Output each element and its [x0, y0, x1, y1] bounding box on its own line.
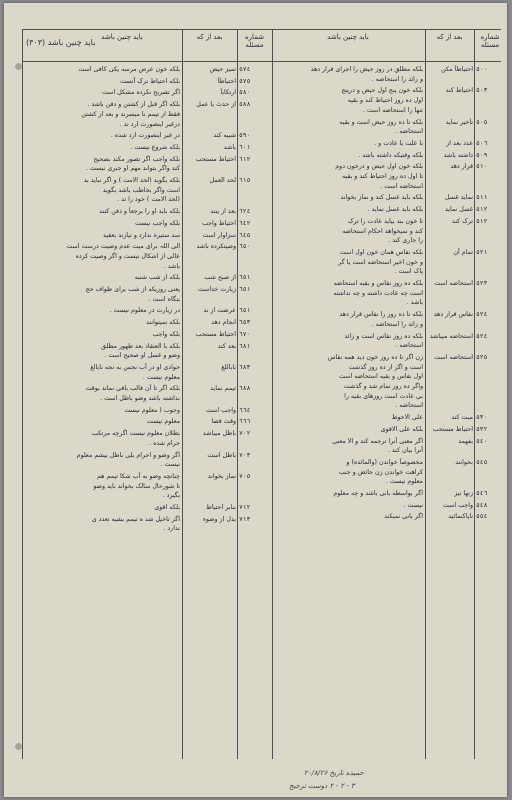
row-number: ٥٢١: [476, 248, 488, 256]
row-number: ٦٢٤: [239, 208, 251, 216]
row-correction: بلکه مطلق در روز حیض را اجرای قرار دهد و زائد را استحاضه .: [310, 66, 423, 83]
row-correction: مخصوصاً خواندن (والمائده) و کراهت خواندن زن حائض و جنب معلوم نیست .: [338, 458, 423, 486]
row-number: ٦١٢: [239, 155, 251, 163]
row-key-phrase: احتیاط مستحب: [195, 155, 236, 163]
row-correction: بلکه نفاس همان خون اول است و خون اخیر استحاضه است یا گر پاک است .: [338, 248, 423, 276]
row-number: ٧٠٥: [239, 472, 251, 480]
row-number: ٥٣٠: [476, 414, 488, 422]
row-correction: بلکه وقتیکه داشته باشد .: [358, 151, 423, 159]
row-number: ٥٠٩: [476, 151, 488, 159]
row-number: ٦٥٠: [239, 243, 251, 251]
row-number: ٥٤٠: [476, 437, 488, 445]
row-number: ٥٨٠: [239, 89, 251, 97]
row-number: ٥١٢: [476, 206, 488, 214]
row-key-phrase: بدل از وضوء: [202, 515, 236, 523]
row-number: ٦٨٨: [239, 385, 251, 393]
row-key-phrase: احتیاط کند: [445, 87, 473, 95]
row-number: ٥٣٢: [476, 425, 488, 433]
row-key-phrase: واجب است: [442, 501, 473, 509]
row-number: ٦٨٣: [239, 363, 251, 371]
row-number: ٥٠٣: [476, 87, 488, 95]
row-key-phrase: قرار دهد: [450, 163, 473, 171]
row-correction: با علت یا عادت و .: [374, 139, 423, 147]
row-correction: معلوم نیست: [146, 418, 180, 426]
row-correction: اگر معنی آنرا ترجمه کند و الا معنی آنرا بیان کند .: [332, 437, 423, 455]
row-number: ٦٥٣: [239, 319, 251, 327]
row-number: ٧٠٣: [239, 451, 251, 459]
left-header-text: باید چنین باشد: [101, 33, 143, 41]
row-number: ٥٤٨: [476, 501, 488, 509]
row-key-phrase: بعد کند: [217, 342, 236, 350]
row-key-phrase: ارتکاباً: [220, 89, 236, 97]
row-key-phrase: وصیتکرده باشد: [196, 243, 236, 251]
row-correction: بلکه تا ده روز را نفاس قرار دهد و زائد را استحاضه .: [339, 311, 423, 328]
row-correction: سد ستیره ندارد و نیازند بعقید: [103, 231, 180, 239]
row-number: ٥٤٥: [476, 458, 488, 466]
row-correction: بطلان معلوم نیست اگرچه مرتکب حرام شده .: [91, 430, 180, 447]
row-number: ٦٥١: [239, 274, 251, 282]
row-correction: بلکه خون پنج اول حیض و درپنج اول ده روز احتیاط کند و بقیه تنها را استحاضه است .: [341, 87, 423, 114]
row-key-phrase: شبیه کند: [213, 132, 236, 140]
row-number: ٥٢٤: [476, 311, 488, 319]
row-key-phrase: عدد بعد از: [446, 139, 473, 147]
row-correction: بلکه ده روز نفاس است و زائد استحاضه .: [344, 332, 423, 350]
row-key-phrase: احتیاطاً: [217, 77, 236, 85]
row-number: ٧٠٢: [239, 430, 251, 438]
row-correction: اگر وضو و احرام یلی باطل بیشم معلوم نیست .: [76, 451, 180, 469]
row-correction: در غیر اینصورت ارد شده .: [110, 132, 180, 140]
row-number: ٦٥١: [239, 307, 251, 315]
right-header-key: بعد از که: [436, 33, 463, 41]
row-key-phrase: تأخیر نماید: [445, 118, 473, 126]
row-number: ٥٥٤: [476, 513, 488, 521]
row-correction: نیست .: [403, 501, 423, 509]
table-top-rule: [22, 29, 501, 30]
row-key-phrase: باطل میباشد: [202, 430, 236, 438]
row-number: ٥١٢: [476, 217, 488, 225]
row-number: ٦٦٦: [239, 418, 251, 426]
row-number: ٥١٠: [476, 163, 488, 171]
row-key-phrase: از حدث یا عمل: [196, 101, 236, 109]
row-number: ٥١١: [476, 194, 488, 202]
row-number: ٦٠١: [239, 143, 251, 151]
row-correction: وجوب ( معلوم نیست: [124, 406, 180, 414]
header-rule: [22, 61, 501, 62]
row-key-phrase: لحد العمل: [209, 177, 236, 184]
row-number: ٥٠٠: [476, 66, 488, 73]
left-header-key: بعد از که: [196, 33, 223, 41]
row-correction: یعنی روزیکه از شب برای طواف حج بنگاه است .: [85, 286, 180, 303]
row-key-phrase: استحاضه میباشد: [429, 332, 473, 340]
punch-hole: [15, 743, 22, 750]
row-number: ٥٧٤: [239, 66, 251, 73]
row-key-phrase: ترک کند: [451, 217, 473, 225]
row-number: ٦٧٠: [239, 330, 251, 338]
row-key-phrase: احتیاط مستحب: [432, 425, 473, 433]
row-key-phrase: تمیز حیض: [209, 66, 236, 73]
column-rule: [237, 29, 238, 759]
row-key-phrase: زیارت خداست: [197, 286, 236, 293]
row-number: ٥٩٠: [239, 132, 251, 140]
row-key-phrase: بعد از ینند: [210, 208, 236, 216]
row-key-phrase: بنابر احتیاط: [206, 504, 236, 511]
row-number: ٥٠٥: [476, 118, 488, 126]
column-rule: [272, 29, 273, 759]
row-key-phrase: ناباللغ: [221, 363, 236, 371]
row-key-phrase: داشته باشد: [443, 151, 473, 159]
row-number: ٥٢٤: [476, 332, 488, 340]
row-correction: الی اللہ برای میت عدم وصیت درست است عالی از اشکال نیست و اگر وصیت کرده باشد .: [66, 243, 180, 270]
row-key-phrase: بفهمد: [458, 437, 473, 445]
row-number: ٦٦٤: [239, 406, 251, 414]
row-key-phrase: استحاضه است: [434, 280, 473, 287]
row-number: ٦٤٢: [239, 219, 251, 227]
row-correction: بلکه واجب: [152, 330, 180, 338]
right-header-text: باید چنین باشد: [327, 33, 369, 41]
right-header-number: شماره مسئله: [480, 33, 500, 49]
row-correction: تا خون بند بیاید عادت را ترک کند و نمیخواهد احکام استحاضه را جاری کند .: [342, 217, 423, 245]
row-correction: بلکه بگوید (لحد الامت ) و اگر نباید بد است واگر بخاطب باشد بگوید (لحد الامت ) خود را ند .: [83, 177, 180, 204]
row-number: ٦٤٥: [239, 231, 251, 239]
row-number: ٦٨١: [239, 342, 251, 350]
document-sheet: [4, 3, 507, 797]
row-correction: بلکه از شب شنبه: [134, 274, 180, 282]
row-correction: زن اگر تا ده روز خون دید همه نفاس است و اگر از ده روز گذشت اول نفاس و بقیه استحاضه است واگر ده روز تمام شد و گذشت بی عادت است روزهای بقیه را استحاضه .: [327, 353, 423, 410]
row-key-phrase: نفاس قرار دهد: [433, 311, 473, 319]
handwritten-note: حمیده تاریخ ۲۰/۸/۲۶: [304, 769, 364, 777]
row-key-phrase: میت کند: [451, 414, 473, 422]
row-number: ٧١٣: [239, 515, 251, 523]
row-correction: بلکه علی الاقوی: [380, 425, 423, 433]
row-key-phrase: واجب است: [205, 406, 236, 414]
row-correction: اگر بواسطه بانی باشد و چه معلوم: [333, 490, 423, 497]
column-rule: [474, 29, 475, 759]
row-correction: اگر بانی نمیکند: [384, 513, 423, 521]
row-key-phrase: نماز بخواند: [207, 472, 236, 480]
row-key-phrase: باشد: [223, 143, 236, 151]
row-key-phrase: احتیاط مستحب: [195, 330, 236, 338]
row-correction: بلکه نمیتوانند: [146, 319, 180, 327]
row-correction: حوادی او در آب نجس به نجه نابالغ معلوم نیست .: [90, 363, 180, 381]
row-number: ٦٥١: [239, 286, 251, 293]
row-correction: اگر تاخیل شد ه تیمم بشیه تعدد ی ندارد .: [91, 515, 180, 533]
page-label: (٣٠٣) باید چنین باشد: [26, 38, 96, 47]
row-key-phrase: تیمم نماید: [210, 385, 236, 393]
row-correction: بلکه باید غسل نماید .: [367, 206, 423, 214]
row-key-phrase: تمام آن: [453, 248, 473, 256]
row-correction: بلکه باید او را برجعاً و دفن کنند: [99, 208, 180, 216]
row-correction: علی الاحوط: [391, 414, 423, 422]
row-correction: بلکه شروع نیست .: [130, 143, 180, 151]
row-correction: اگر تصریح نکرده مشکل است: [102, 89, 180, 97]
row-key-phrase: استحاضه است: [434, 353, 473, 361]
row-correction: بلکه اگر قبل از کشتن و دفن باشد . فقط از تیمم نا میسرند و بعد از کشتن درغیر اینصورت ارد ند .: [81, 101, 180, 128]
row-correction: بلکه خون اول حیض و درخون دوم تا اول ده روز احتیاط کند و بقیه استحاضه است .: [335, 163, 423, 190]
row-key-phrase: از صبح شب: [204, 274, 236, 282]
row-number: ٥٠٦: [476, 139, 488, 147]
row-number: ٥٢٥: [476, 353, 488, 361]
left-header-number: شماره مسئله: [244, 33, 265, 49]
row-key-phrase: انجام دهد: [211, 319, 236, 327]
row-correction: بلکه واجب اگر تصور مکند بصحیح کند واگر بتواند مهم او جبری نیست .: [85, 155, 180, 173]
row-correction: بلکه ده روز نفاس و بقیه استحاضه است چه عادت داشته و چه نداشته باشد .: [333, 280, 423, 307]
row-correction: بلکه با العتقاد بعد طهور مطلق وضو و غسل او صحیح است .: [100, 342, 180, 360]
handwritten-note: ۳ - ۲ - ۲ دوست ترجیح: [289, 782, 355, 790]
row-correction: در زیارت در معلوم نیست .: [109, 307, 180, 315]
row-key-phrase: نماید غسل: [444, 194, 473, 202]
row-key-phrase: عرضت از ند: [203, 307, 236, 315]
row-correction: بلکه اقوی: [154, 504, 180, 511]
row-key-phrase: ناپاکنمائید: [448, 513, 473, 521]
row-number: ٦١٥: [239, 177, 251, 184]
row-correction: بلکه اگر تا آن قالب باقی نماند بوقت نداشته باشد وضو باطل است .: [85, 385, 180, 402]
row-key-phrase: غسل نماید: [444, 206, 473, 214]
row-number: ٥٤٦: [476, 490, 488, 497]
row-key-phrase: باطل است: [207, 451, 236, 459]
row-correction: بلکه احتیاط ترک آنست: [119, 77, 180, 85]
row-key-phrase: بخوانند: [455, 458, 473, 466]
row-number: ٥٢٣: [476, 280, 488, 287]
row-correction: بلکه باید غسل کند و نماز بخواند: [340, 194, 423, 202]
row-key-phrase: احتیاط واجب: [201, 219, 236, 227]
row-key-phrase: وقت قضا: [211, 418, 236, 426]
row-number: ٧١٢: [239, 504, 251, 511]
row-key-phrase: زنها نیز: [454, 490, 473, 497]
row-key-phrase: احتیاطاً مکن: [441, 66, 473, 73]
row-correction: بلکه واجب نیست: [134, 219, 180, 227]
row-correction: بلکه تا ده روز حیض است و بقیه استحاضه .: [339, 118, 423, 136]
row-correction: چنانچه وضو به آب شکا تیمم هم تا شورحال سالک بخواند باید وضو بگیرد .: [93, 472, 180, 500]
column-rule: [22, 29, 23, 759]
row-number: ٥٨٨: [239, 101, 251, 109]
row-number: ٥٧٥: [239, 77, 251, 85]
row-key-phrase: سزاوار است: [202, 231, 236, 239]
punch-hole: [15, 63, 22, 70]
row-correction: بلکه خون عرض مرسه یکی کافی است: [78, 66, 180, 73]
